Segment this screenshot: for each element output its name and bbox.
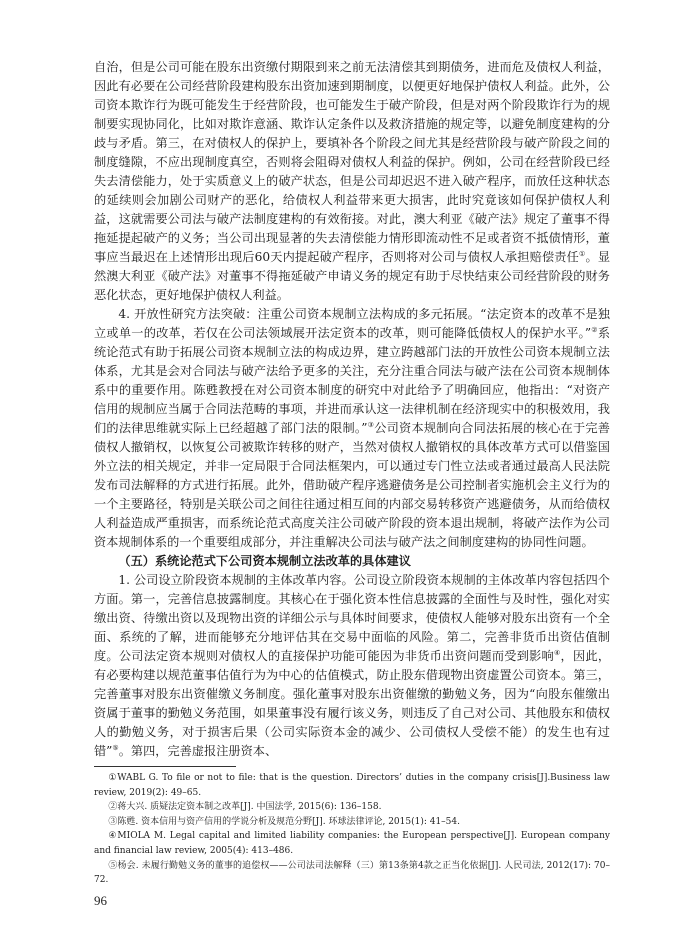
footnotes bbox=[94, 771, 610, 888]
footnote-ref-4[interactable]: ④ bbox=[554, 648, 561, 657]
section-heading: （五）系统论范式下公司资本规制立法改革的具体建议 bbox=[118, 554, 411, 568]
paragraph-2-tail: 公司资本规制向合同法拓展的核心在于完善债权人撤销权，以恢复公司被欺诈转移的财产，当然对债权人撤销权的具体改革方式可以借鉴国外立法的相关规定，并非一定局限于合同法框架内，可以通过专门性立法或者通过最高人民法院发布司法解释的方式进行拓展。此外，借助破产程序逃避债务是公司控制者实施机会主义行为的一个主要路径，特别是关联公司之间往往通过相互间的内部交易转移资产逃避债务，从而给债权人利益造成严重损害，而系统论范式高度关注公司破产阶段的资本退出规制，将破产法作为公司资本规制体系的一个重要组成部分，并注重解决公司法与破产法之间制度建构的协同性问题。 bbox=[94, 421, 610, 549]
paragraph-2-text: 4. 开放性研究方法突破：注重公司资本规制立法构成的多元拓展。“法定资本的改革不是独立或单一的改革，若仅在公司法领域展开法定资本的改革，则可能降低债权人的保护水平。” bbox=[94, 307, 610, 340]
paragraph-1-text: 自治，但是公司可能在股东出资缴付期限到来之前无法清偿其到期债务，进而危及债权人利益，因此有必要在公司经营阶段建构股东出资加速到期制度，以便更好地保护债权人利益。此外，公司资本欺诈行为既可能发生于经营阶段，也可能发生于破产阶段，但是对两个阶段欺诈行为的规制要实现协同化，比如对欺诈意涵、欺诈认定条件以及救济措施的规定等，以避免制度建构的分歧与矛盾。第三，在对债权人的保护上，要填补各个阶段之间尤其是经营阶段与破产阶段之间的制度缝隙，不应出现制度真空，否则将会阻碍对债权人利益的保护。例如，公司在经营阶段已经失去清偿能力，处于实质意义上的破产状态，但是公司却迟迟不进入破产程序，而放任这种状态的延续则会加剧公司财产的恶化，给债权人利益带来更大损害，此时究竟该如何保护债权人利益，这就需要公司法与破产法制度建构的有效衔接。对此，澳大利亚《破产法》规定了董事不得拖延提起破产的义务；当公司出现显著的失去清偿能力情形即流动性不足或者资不抵债情形，董事应当最迟在上述情形出现后60天内提起破产程序，否则将对公司与债权人承担赔偿责任 bbox=[94, 60, 610, 264]
paragraph-3-tail: 。第四，完善虚报注册资本、 bbox=[118, 744, 278, 758]
paragraph-1 bbox=[94, 58, 610, 305]
footnote-1: ①WABL G. To file or not to file: that is the question. Directors’ duties in the company crisis[J].Business law review, 2019(2): 49–65. bbox=[94, 773, 610, 798]
paragraph-3-middle: ，因此，有必要构建以规范董事估值行为为中心的估值模式，防止股东借现物出资虚置公司资本。第三，完善董事对股东出资催缴义务制度。强化董事对股东出资催缴的勤勉义务，因为“向股东催缴出资属于董事的勤勉义务范围，如果董事没有履行该义务，则违反了自己对公司、其他股东和债权人的勤勉义务，对于损害后果（公司实际资本金的减少、公司债权人受偿不能）的发生也有过错” bbox=[94, 649, 611, 758]
footnote-ref-2[interactable]: ② bbox=[591, 325, 598, 334]
page-number: 96 bbox=[94, 893, 107, 908]
paper-page bbox=[94, 58, 610, 888]
footnote-2: ②蒋大兴. 质疑法定资本制之改革[J]. 中国法学, 2015(6): 136–158. bbox=[108, 802, 382, 813]
footnote-divider bbox=[94, 766, 236, 767]
footnote-ref-1[interactable]: ① bbox=[579, 249, 586, 258]
footnote-3: ③陈甦. 资本信用与资产信用的学说分析及规范分野[J]. 环球法律评论, 2015(1): 41–54. bbox=[108, 816, 460, 827]
footnote-5: ⑤杨会. 未履行勤勉义务的董事的追偿权——公司法司法解释（三）第13条第4款之正当化依据[J]. 人民司法, 2012(17): 70–72. bbox=[94, 860, 610, 886]
paragraph-2 bbox=[94, 305, 610, 552]
paragraph-3-text: 1. 公司设立阶段资本规制的主体改革内容。公司设立阶段资本规制的主体改革内容包括四个方面。第一，完善信息披露制度。其核心在于强化资本性信息披露的全面性与及时性，强化对实缴出资、待缴出资以及现物出资的详细公示与具体时间要求，使债权人能够对股东出资有一个全面、系统的了解，进而能够充分地评估其在交易中面临的风险。第二，完善非货币出资估值制度。公司法定资本规则对债权人的直接保护功能可能因为非货币出资问题而受到影响 bbox=[94, 573, 610, 663]
footnote-ref-3[interactable]: ③ bbox=[367, 420, 375, 429]
footnote-4: ④MIOLA M. Legal capital and limited liability companies: the European perspective[J]. European company and financial law review, 2005(4): 413–486. bbox=[94, 831, 610, 856]
paragraph-1-tail: 。显然澳大利亚《破产法》对董事不得拖延破产申请义务的规定有助于尽快结束公司经营阶段的财务恶化状态，更好地保护债权人利益。 bbox=[94, 250, 611, 302]
body-text bbox=[94, 58, 610, 761]
paragraph-2-middle: 系统论范式有助于拓展公司资本规制立法的构成边界，建立跨越部门法的开放性公司资本规制立法体系，尤其是会对合同法与破产法给予更多的关注，充分注重合同法与破产法在公司资本规制体系中的重要作用。陈甦教授在对公司资本制度的研究中对此给予了明确回应，他指出：“对资产信用的规制应当属于合同法范畴的事项，并进而承认这一法律机制在经济现实中的积极效用，我们的法律思维就实际上已经超越了部门法的限制。” bbox=[94, 326, 610, 435]
footnote-ref-5[interactable]: ⑤ bbox=[112, 743, 119, 752]
paragraph-3 bbox=[94, 571, 610, 761]
